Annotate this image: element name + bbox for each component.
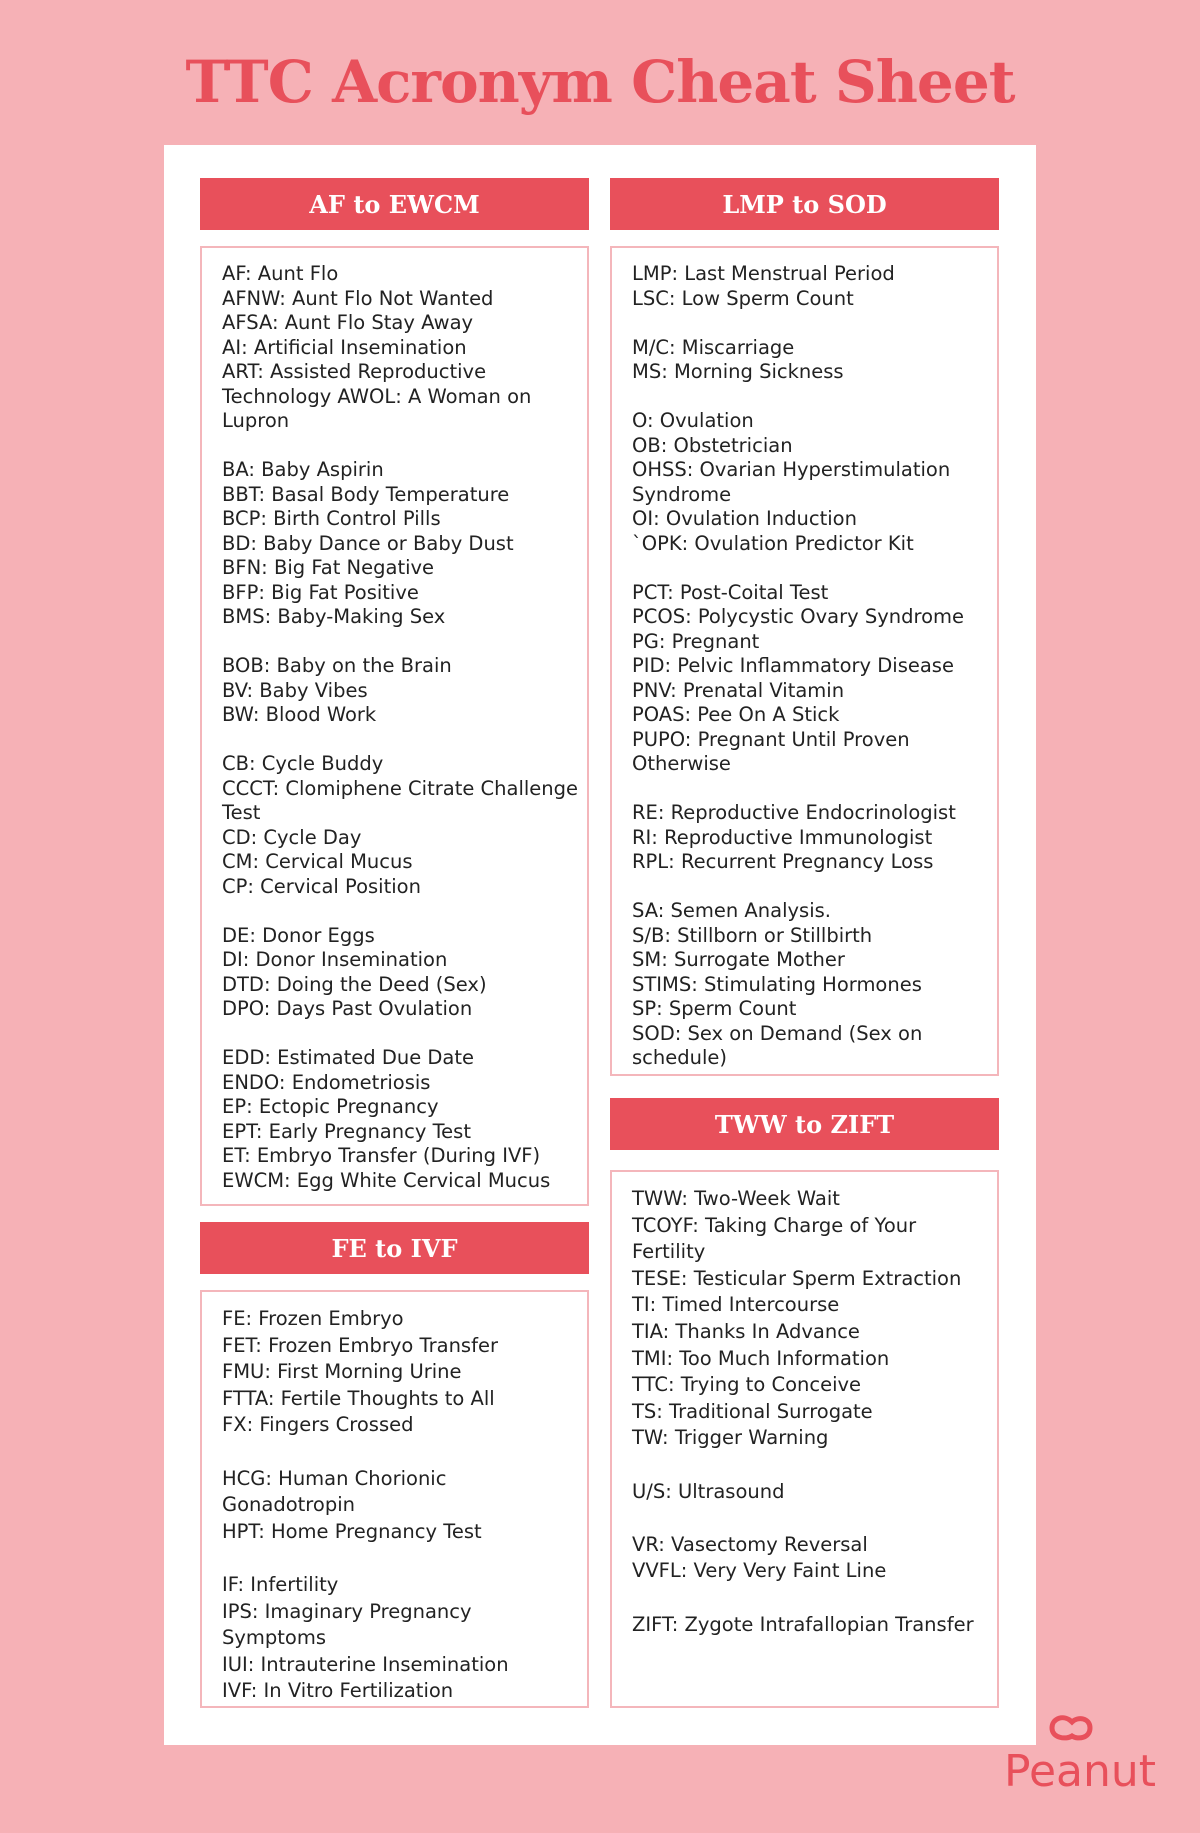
group-spacer: [222, 1439, 587, 1466]
acronym-entry: HPT: Home Pregnancy Test: [222, 1519, 482, 1543]
acronym-entry: CCCT: Clomiphene Citrate Challenge: [222, 776, 579, 800]
acronym-entry: RE: Reproductive Endocrinologist: [632, 801, 956, 824]
acronym-entry: STIMS: Stimulating Hormones: [632, 972, 922, 996]
acronym-list-tww-zift: [610, 1170, 999, 1708]
acronym-entry: BOB: Baby on the Brain: [222, 654, 452, 677]
acronym-entry: OI: Ovulation Induction: [632, 507, 857, 530]
group-spacer: [632, 311, 997, 336]
acronym-entry: TS: Traditional Surrogate: [632, 1399, 873, 1423]
acronym-entry: HCG: Human Chorionic: [222, 1466, 447, 1490]
acronym-entry: MS: Morning Sickness: [632, 360, 844, 383]
group-spacer: [632, 385, 997, 410]
acronym-entry: POAS: Pee On A Stick: [632, 703, 840, 726]
acronym-entry: AFSA: Aunt Flo Stay Away: [222, 311, 474, 334]
section-heading-af-ewcm: AF to EWCM: [200, 178, 589, 230]
acronym-entry: Symptoms: [222, 1626, 327, 1650]
acronym-entry: BCP: Birth Control Pills: [222, 507, 441, 530]
acronym-entry: CB: Cycle Buddy: [222, 752, 384, 775]
section-heading-tww-zift: TWW to ZIFT: [610, 1098, 999, 1150]
acronym-entry: TIA: Thanks In Advance: [632, 1319, 860, 1343]
acronym-entry: ENDO: Endometriosis: [222, 1070, 431, 1094]
acronym-entry: TMI: Too Much Information: [632, 1346, 890, 1370]
acronym-entry: ET: Embryo Transfer (During IVF): [222, 1144, 541, 1167]
acronym-entry: BD: Baby Dance or Baby Dust: [222, 531, 514, 555]
acronym-entry: LMP: Last Menstrual Period: [632, 262, 895, 285]
acronym-entry: AI: Artificial Insemination: [222, 335, 467, 359]
acronym-entry: Test: [222, 801, 261, 824]
acronym-entry: BFP: Big Fat Positive: [222, 580, 419, 604]
acronym-entry: Lupron: [222, 409, 290, 432]
acronym-entry: CD: Cycle Day: [222, 825, 362, 849]
acronym-entry: TW: Trigger Warning: [632, 1426, 829, 1450]
group-spacer: [632, 556, 997, 581]
acronym-entry: SA: Semen Analysis.: [632, 899, 831, 922]
acronym-entry: VR: Vasectomy Reversal: [632, 1532, 868, 1556]
acronym-entry: IVF: In Vitro Fertilization: [222, 1679, 454, 1703]
acronym-entry: BFN: Big Fat Negative: [222, 556, 435, 579]
acronym-entry: Fertility: [632, 1240, 706, 1264]
acronym-entry: TESE: Testicular Sperm Extraction: [632, 1266, 962, 1290]
acronym-entry: RPL: Recurrent Pregnancy Loss: [632, 850, 934, 873]
acronym-entry: EWCM: Egg White Cervical Mucus: [222, 1168, 551, 1192]
acronym-entry: Technology AWOL: A Woman on: [222, 384, 532, 408]
acronym-entry: OHSS: Ovarian Hyperstimulation: [632, 458, 951, 481]
acronym-entry: PCT: Post-Coital Test: [632, 580, 829, 604]
acronym-entry: `OPK: Ovulation Predictor Kit: [632, 531, 914, 555]
acronym-entry: EP: Ectopic Pregnancy: [222, 1095, 439, 1118]
acronym-entry: ZIFT: Zygote Intrafallopian Transfer: [632, 1612, 974, 1636]
group-spacer: [222, 1545, 587, 1572]
acronym-entry: DTD: Doing the Deed (Sex): [222, 972, 487, 996]
acronym-entry: FTTA: Fertile Thoughts to All: [222, 1386, 495, 1410]
acronym-entry: O: Ovulation: [632, 409, 754, 432]
acronym-entry: SM: Surrogate Mother: [632, 948, 845, 971]
section-heading-fe-ivf: FE to IVF: [200, 1222, 589, 1274]
group-spacer: [222, 899, 587, 924]
acronym-entry: schedule): [632, 1046, 727, 1069]
acronym-entry: IF: Infertility: [222, 1572, 339, 1596]
page-title: TTC Acronym Cheat Sheet: [185, 48, 1015, 116]
acronym-entry: LSC: Low Sperm Count: [632, 286, 854, 310]
group-spacer: [632, 1505, 997, 1532]
acronym-entry: PUPO: Pregnant Until Proven: [632, 727, 910, 751]
acronym-entry: BW: Blood Work: [222, 703, 377, 726]
acronym-entry: FET: Frozen Embryo Transfer: [222, 1333, 498, 1357]
acronym-entry: IUI: Intrauterine Insemination: [222, 1652, 509, 1676]
acronym-entry: FMU: First Morning Urine: [222, 1360, 462, 1384]
acronym-list-af-ewcm: [200, 246, 589, 1206]
group-spacer: [632, 1452, 997, 1479]
section-heading-lmp-sod: LMP to SOD: [610, 178, 999, 230]
group-spacer: [632, 875, 997, 900]
group-spacer: [222, 1022, 587, 1047]
acronym-entry: AFNW: Aunt Flo Not Wanted: [222, 286, 494, 310]
acronym-entry: PID: Pelvic Inflammatory Disease: [632, 654, 954, 677]
group-spacer: [632, 1585, 997, 1612]
acronym-entry: TTC: Trying to Conceive: [632, 1373, 862, 1397]
brand-name: Peanut: [1004, 1746, 1157, 1797]
acronym-entry: BBT: Basal Body Temperature: [222, 482, 510, 506]
acronym-entry: TI: Timed Intercourse: [632, 1293, 840, 1317]
acronym-entry: TCOYF: Taking Charge of Your: [632, 1213, 917, 1237]
acronym-entry: SOD: Sex on Demand (Sex on: [632, 1021, 923, 1045]
acronym-entry: OB: Obstetrician: [632, 433, 793, 457]
acronym-entry: Gonadotropin: [222, 1493, 355, 1517]
acronym-entry: S/B: Stillborn or Stillbirth: [632, 923, 873, 947]
group-spacer: [222, 728, 587, 753]
acronym-entry: M/C: Miscarriage: [632, 335, 795, 359]
acronym-entry: TWW: Two-Week Wait: [632, 1187, 840, 1210]
acronym-entry: CM: Cervical Mucus: [222, 850, 413, 873]
acronym-entry: PCOS: Polycystic Ovary Syndrome: [632, 605, 964, 628]
group-spacer: [222, 434, 587, 459]
acronym-entry: BV: Baby Vibes: [222, 678, 368, 702]
acronym-entry: U/S: Ultrasound: [632, 1479, 785, 1503]
acronym-entry: VVFL: Very Very Faint Line: [632, 1559, 887, 1583]
acronym-entry: Otherwise: [632, 752, 731, 775]
acronym-entry: EPT: Early Pregnancy Test: [222, 1119, 471, 1143]
acronym-entry: RI: Reproductive Immunologist: [632, 825, 933, 849]
acronym-entry: BA: Baby Aspirin: [222, 458, 384, 481]
acronym-list-lmp-sod: [610, 246, 999, 1076]
acronym-entry: AF: Aunt Flo: [222, 262, 339, 285]
acronym-entry: Syndrome: [632, 482, 732, 506]
acronym-entry: ART: Assisted Reproductive: [222, 360, 487, 383]
acronym-entry: SP: Sperm Count: [632, 997, 797, 1020]
acronym-entry: PNV: Prenatal Vitamin: [632, 678, 845, 702]
acronym-entry: FE: Frozen Embryo: [222, 1307, 404, 1330]
group-spacer: [222, 630, 587, 655]
acronym-list-fe-ivf: [200, 1290, 589, 1708]
acronym-entry: DE: Donor Eggs: [222, 923, 375, 947]
acronym-entry: EDD: Estimated Due Date: [222, 1046, 475, 1069]
acronym-entry: IPS: Imaginary Pregnancy: [222, 1599, 472, 1623]
group-spacer: [632, 777, 997, 802]
acronym-entry: DPO: Days Past Ovulation: [222, 997, 473, 1020]
acronym-entry: PG: Pregnant: [632, 629, 760, 653]
acronym-entry: FX: Fingers Crossed: [222, 1413, 414, 1437]
acronym-entry: DI: Donor Insemination: [222, 948, 448, 971]
acronym-entry: BMS: Baby-Making Sex: [222, 605, 446, 628]
acronym-entry: CP: Cervical Position: [222, 874, 421, 898]
